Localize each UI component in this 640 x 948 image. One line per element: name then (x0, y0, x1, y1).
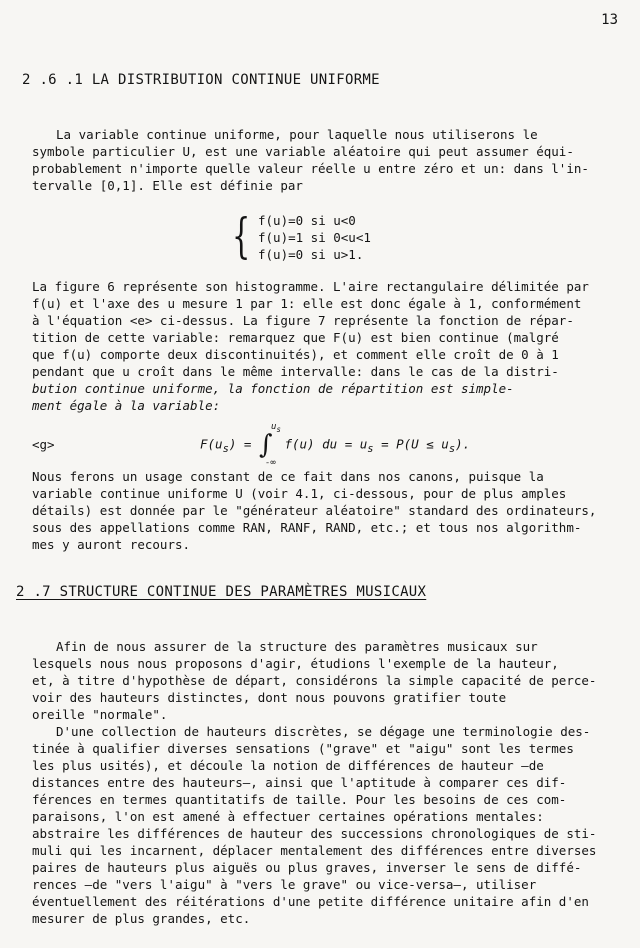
text-line: symbole particulier U, est une variable aléatoire qui peut assumer équi- (32, 144, 574, 159)
text-line: les plus usités), et découle la notion de différences de hauteur —de (32, 758, 544, 773)
text-line: rences —de "vers l'aigu" à "vers le grave" ou vice-versa—, utiliser (32, 877, 537, 892)
piecewise-definition (258, 212, 371, 263)
eq-sub: s (367, 443, 374, 455)
integral-sign: ∫ (258, 430, 273, 460)
text-line: tinée à qualifier diverses sensations ("grave" et "aigu" sont les termes (32, 741, 574, 756)
text-line: distances entre des hauteurs—, ainsi que l'aptitude à comparer ces dif- (32, 775, 567, 790)
text-line: mes y auront recours. (32, 537, 191, 552)
text-line: paires de hauteurs plus aiguës ou plus graves, inverser le sens de diffé- (32, 860, 582, 875)
case-line: f(u)=0 si u>1. (258, 247, 364, 262)
text-line: que f(u) comporte deux discontinuités), et comment elle croît de 0 à 1 (32, 347, 559, 362)
text-line: détails) est donnée par le "générateur aléatoire" standard des ordinateurs, (32, 503, 597, 518)
eq-sub: s (222, 443, 229, 455)
text-line: muli qui les incarnent, déplacer mentalement des différences entre diverses (32, 843, 597, 858)
lower-limit: -∞ (264, 458, 276, 468)
text-line: La figure 6 représente son histogramme. L'aire rectangulaire délimitée par (32, 279, 589, 294)
eq-rhs: f(u) du = u (284, 436, 368, 452)
text-line: D'une collection de hauteurs discrètes, se dégage une terminologie des- (56, 724, 591, 739)
text-line: Afin de nous assurer de la structure des paramètres musicaux sur (56, 639, 538, 654)
text-line: férences en termes quantitatifs de taille. Pour les besoins de ces com- (32, 792, 567, 807)
text-line: tervalle [0,1]. Elle est définie par (32, 178, 303, 193)
brace: { (232, 208, 251, 264)
text-line: éventuellement des réitérations d'une petite différence unitaire afin d'en (32, 894, 589, 909)
eq-lhs-close: ) = (228, 436, 252, 452)
text-line: et, à titre d'hypothèse de départ, considérons la simple capacité de perce- (32, 673, 597, 688)
section-heading-2-7: 2 .7 STRUCTURE CONTINUE DES PARAMÈTRES MUSICAUX (16, 584, 427, 600)
text-line: probablement n'importe quelle valeur réelle u entre zéro et un: dans l'in- (32, 161, 589, 176)
text-line: bution continue uniforme, la fonction de répartition est simple- (32, 381, 514, 396)
text-line: lesquels nous nous proposons d'agir, étudions l'exemple de la hauteur, (32, 656, 559, 671)
equation-label: <g> (32, 437, 55, 452)
eq-rhs-tail: = P(U ≤ u (373, 436, 449, 452)
equation-g (200, 422, 471, 468)
text-line: pendant que u croît dans le même intervalle: dans le cas de la distri- (32, 364, 559, 379)
text-line: ment égale à la variable: (32, 398, 221, 413)
eq-rhs-end: ). (455, 436, 471, 452)
case-line: f(u)=1 si 0<u<1 (258, 230, 371, 245)
case-line: f(u)=0 si u<0 (258, 213, 356, 228)
text-line: paraisons, l'on est amené à effectuer certaines opérations mentales: (32, 809, 544, 824)
section-heading-2-6-1: 2 .6 .1 LA DISTRIBUTION CONTINUE UNIFORME (22, 72, 380, 88)
text-line: à l'équation <e> ci-dessus. La figure 7 représente la fonction de répar- (32, 313, 574, 328)
text-line: voir des hauteurs distinctes, dont nous pouvons gratifier toute (32, 690, 507, 705)
text-line: abstraire les différences de hauteur des successions chronologiques de sti- (32, 826, 597, 841)
text-line: Nous ferons un usage constant de ce fait dans nos canons, puisque la (32, 469, 544, 484)
text-line: mesurer de plus grandes, etc. (32, 911, 251, 926)
text-line: La variable continue uniforme, pour laquelle nous utiliserons le (56, 127, 538, 142)
text-line: sous des appellations comme RAN, RANF, RAND, etc.; et tous nos algorithm- (32, 520, 582, 535)
page-number: 13 (601, 12, 618, 28)
text-line: oreille "normale". (32, 707, 168, 722)
eq-sub: s (448, 443, 456, 455)
eq-lhs: F(u (200, 436, 223, 452)
text-line: f(u) et l'axe des u mesure 1 par 1: elle est donc égale à 1, conformément (32, 296, 582, 311)
text-line: variable continue uniforme U (voir 4.1, ci-dessous, pour de plus amples (32, 486, 567, 501)
upper-limit: $u_s$ (270, 422, 281, 434)
text-line: tition de cette variable: remarquez que F(u) est bien continue (malgré (32, 330, 559, 345)
